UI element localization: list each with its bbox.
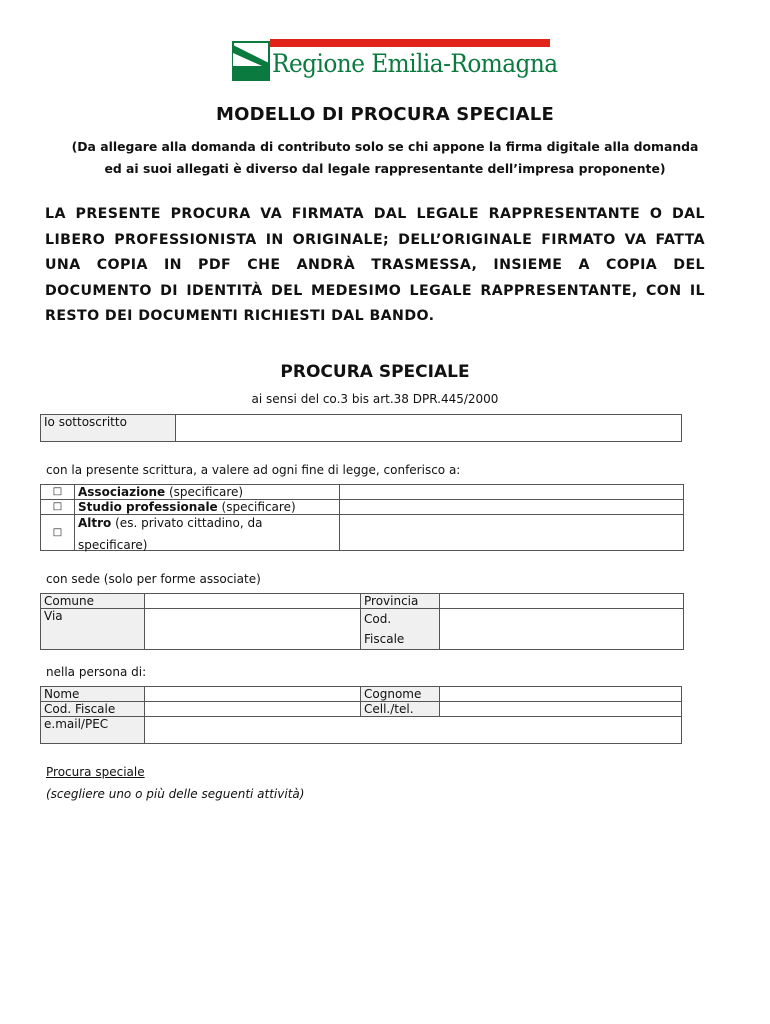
logo-red-bar <box>270 39 550 47</box>
email-label: e.mail/PEC <box>41 717 145 744</box>
nome-label: Nome <box>41 687 145 702</box>
delegate-type-table <box>40 484 684 551</box>
persona-label: nella persona di: <box>46 665 147 679</box>
subtitle-line-1: (Da allegare alla domanda di contributo solo se chi appone la firma digitale alla domanda <box>71 139 699 154</box>
option-altro-name: Altro <box>78 516 112 530</box>
cell-label: Cell./tel. <box>361 702 440 717</box>
option-associazione-hint: (specificare) <box>165 485 244 499</box>
signer-input[interactable] <box>176 415 682 442</box>
procura-heading: PROCURA SPECIALE <box>280 362 470 382</box>
via-label: Via <box>41 609 145 650</box>
via-input[interactable] <box>145 609 361 650</box>
persona-table <box>40 686 682 744</box>
legal-reference: ai sensi del co.3 bis art.38 DPR.445/2000 <box>251 392 499 406</box>
fiscale-label: Fiscale <box>364 632 405 646</box>
cell-input[interactable] <box>440 702 682 717</box>
provincia-input[interactable] <box>440 594 684 609</box>
nome-input[interactable] <box>145 687 361 702</box>
option-altro <box>75 515 340 551</box>
region-map-icon <box>232 41 270 81</box>
procura-speciale-label: Procura speciale <box>46 765 145 779</box>
procura-speciale-note: (scegliere uno o più delle seguenti attività) <box>46 787 305 801</box>
cod-fiscale-sede-label <box>361 609 440 650</box>
studio-input[interactable] <box>340 500 684 515</box>
option-studio-name: Studio professionale <box>78 500 218 514</box>
logo <box>232 39 558 89</box>
cod-fiscale-input[interactable] <box>145 702 361 717</box>
cognome-label: Cognome <box>361 687 440 702</box>
confer-label: con la presente scrittura, a valere ad ogni fine di legge, conferisco a: <box>46 463 461 477</box>
option-altro-hint: (es. privato cittadino, da <box>111 516 263 530</box>
comune-input[interactable] <box>145 594 361 609</box>
option-studio <box>75 500 340 515</box>
checkbox-altro[interactable]: □ <box>41 515 75 551</box>
logo-brand-name: Regione Emilia-Romagna <box>272 49 558 78</box>
page-title: MODELLO DI PROCURA SPECIALE <box>216 104 554 125</box>
checkbox-associazione[interactable]: □ <box>41 485 75 500</box>
subtitle-line-2: ed ai suoi allegati è diverso dal legale rappresentante dell’impresa proponente) <box>104 161 666 176</box>
sede-label: con sede (solo per forme associate) <box>46 572 261 586</box>
cognome-input[interactable] <box>440 687 682 702</box>
option-associazione-name: Associazione <box>78 485 166 499</box>
comune-label: Comune <box>41 594 145 609</box>
cod-fiscale-sede-input[interactable] <box>440 609 684 650</box>
cod-label: Cod. <box>364 612 392 626</box>
cod-fiscale-label: Cod. Fiscale <box>41 702 145 717</box>
option-altro-hint-2: specificare) <box>78 538 148 552</box>
sede-table <box>40 593 684 650</box>
option-associazione <box>75 485 340 500</box>
signature-notice: LA PRESENTE PROCURA VA FIRMATA DAL LEGALE RAPPRESENTANTE O DAL LIBERO PROFESSIONISTA IN ORIGINALE; DELL’ORIGINALE FIRMATO VA FATTA UNA COPIA IN PDF CHE ANDRÀ TRASMESSA, INSIEME A COPIA DEL DOCUMENTO DI IDENTITÀ DEL MEDESIMO LEGALE RAPPRESENTANTE, CON IL RESTO DEI DOCUMENTI RICHIESTI DAL BANDO. <box>45 206 705 324</box>
provincia-label: Provincia <box>361 594 440 609</box>
associazione-input[interactable] <box>340 485 684 500</box>
option-studio-hint: (specificare) <box>217 500 296 514</box>
checkbox-studio[interactable]: □ <box>41 500 75 515</box>
altro-input[interactable] <box>340 515 684 551</box>
email-input[interactable] <box>145 717 682 744</box>
signer-label: Io sottoscritto <box>41 415 176 442</box>
subtitle <box>40 136 730 180</box>
signer-table <box>40 414 682 442</box>
